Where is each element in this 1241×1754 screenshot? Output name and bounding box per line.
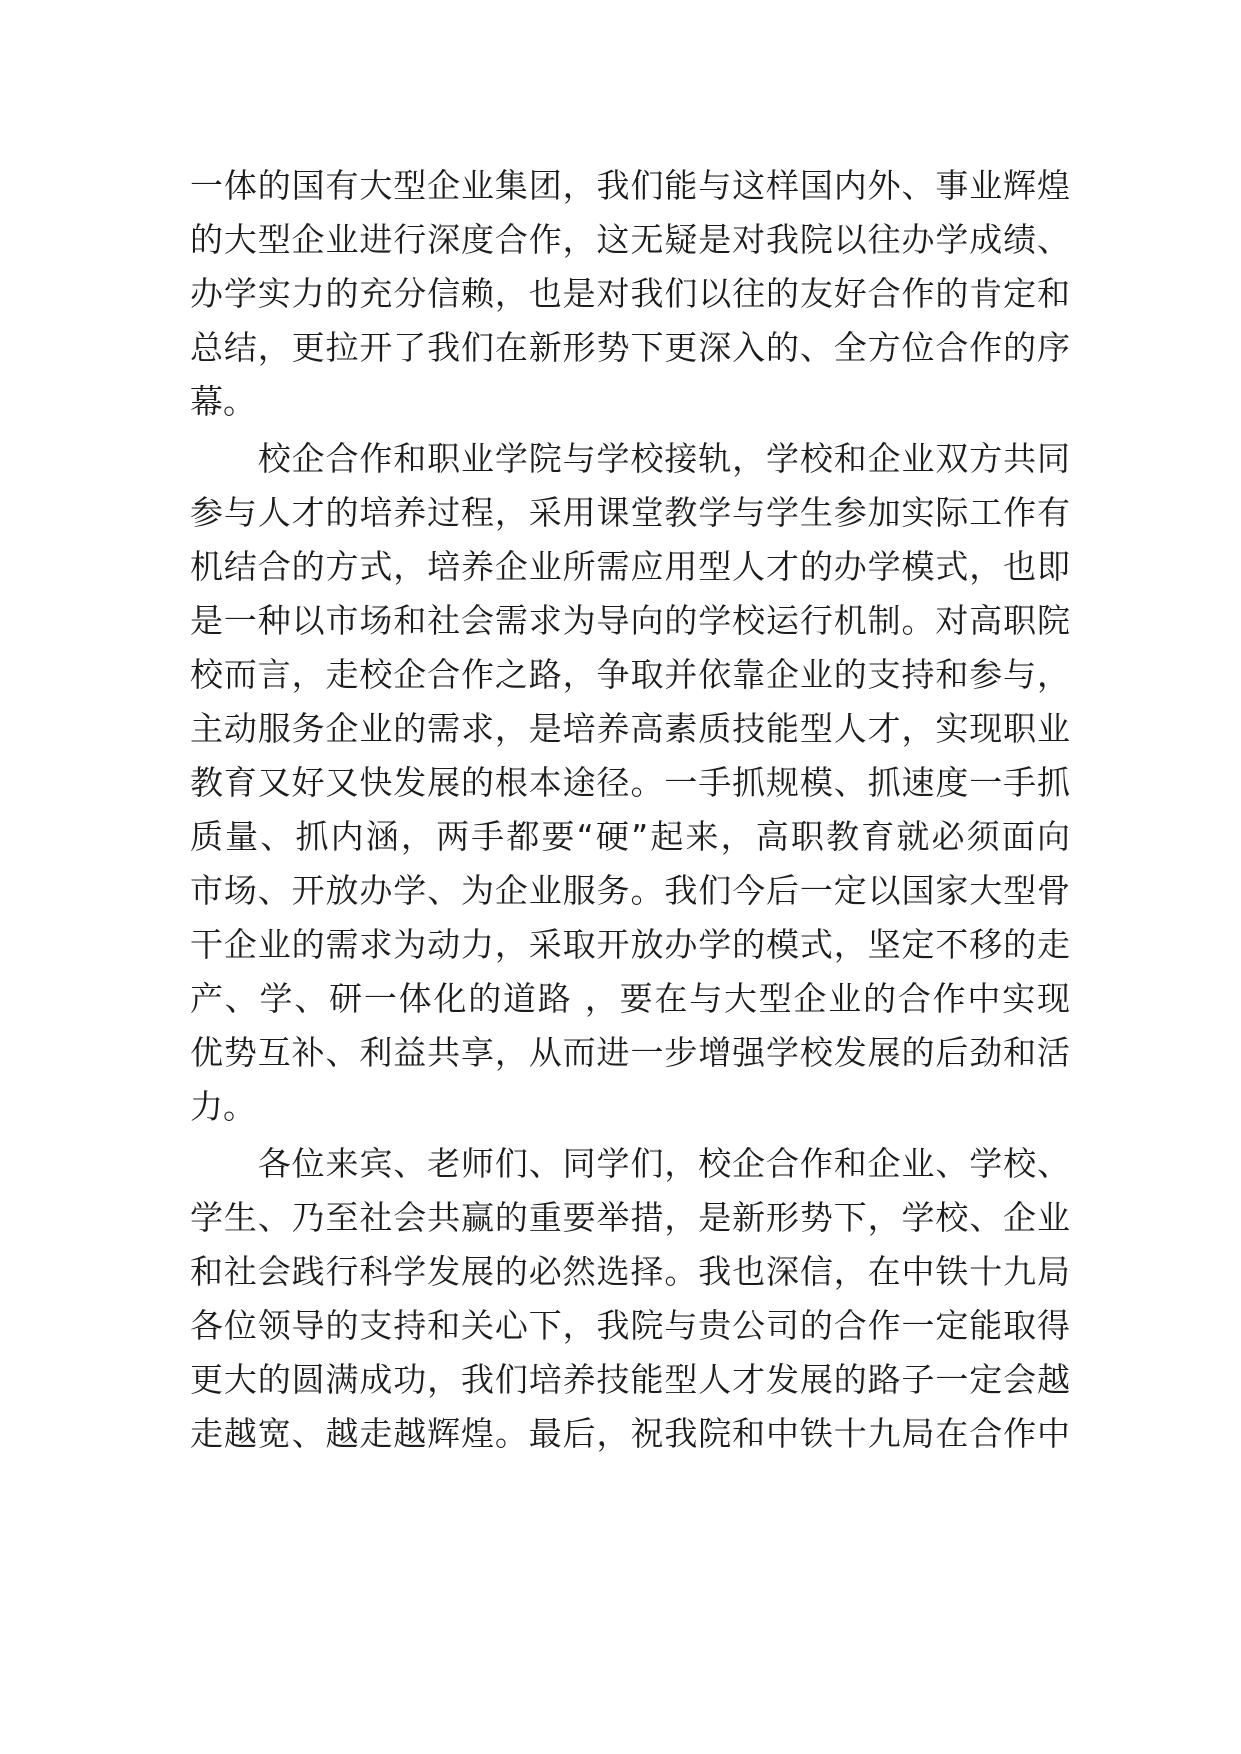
text-line: 是一种以市场和社会需求为导向的学校运行机制。对高职院 (190, 601, 1070, 640)
text-line: 教育又好又快发展的根本途径。一手抓规模、抓速度一手抓 (190, 763, 1070, 802)
text-line: 各位领导的支持和关心下，我院与贵公司的合作一定能取得 (190, 1306, 1070, 1345)
text-line: 力。 (190, 1087, 256, 1126)
text-line: 校而言，走校企合作之路，争取并依靠企业的支持和参与， (190, 655, 1070, 694)
text-line: 参与人才的培养过程，采用课堂教学与学生参加实际工作有 (190, 493, 1070, 532)
text-line: 的大型企业进行深度合作，这无疑是对我院以往办学成绩、 (190, 220, 1070, 259)
text-line: 和社会践行科学发展的必然选择。我也深信，在中铁十九局 (190, 1252, 1070, 1291)
text-line: 干企业的需求为动力，采取开放办学的模式，坚定不移的走 (190, 925, 1070, 964)
text-line: 更大的圆满成功，我们培养技能型人才发展的路子一定会越 (190, 1360, 1070, 1399)
text-line: 机结合的方式，培养企业所需应用型人才的办学模式，也即 (190, 547, 1070, 586)
text-line: 产、学、研一体化的道路 ，要在与大型企业的合作中实现 (190, 979, 1070, 1018)
text-line: 一体的国有大型企业集团，我们能与这样国内外、事业辉煌 (190, 166, 1070, 205)
text-line: 质量、抓内涵，两手都要“硬”起来，高职教育就必须面向 (190, 817, 1070, 856)
text-line: 优势互补、利益共享，从而进一步增强学校发展的后劲和活 (190, 1033, 1070, 1072)
text-line: 办学实力的充分信赖，也是对我们以往的友好合作的肯定和 (190, 274, 1070, 313)
text-line: 各位来宾、老师们、同学们，校企合作和企业、学校、 (190, 1144, 1070, 1183)
text-line: 市场、开放办学、为企业服务。我们今后一定以国家大型骨 (190, 871, 1070, 910)
text-line: 学生、乃至社会共赢的重要举措，是新形势下，学校、企业 (190, 1198, 1070, 1237)
text-line: 总结，更拉开了我们在新形势下更深入的、全方位合作的序 (190, 328, 1070, 367)
text-line: 主动服务企业的需求，是培养高素质技能型人才，实现职业 (190, 709, 1070, 748)
text-line: 幕。 (190, 382, 256, 421)
text-line: 走越宽、越走越辉煌。最后，祝我院和中铁十九局在合作中 (190, 1414, 1070, 1453)
text-line: 校企合作和职业学院与学校接轨，学校和企业双方共同 (190, 439, 1070, 478)
